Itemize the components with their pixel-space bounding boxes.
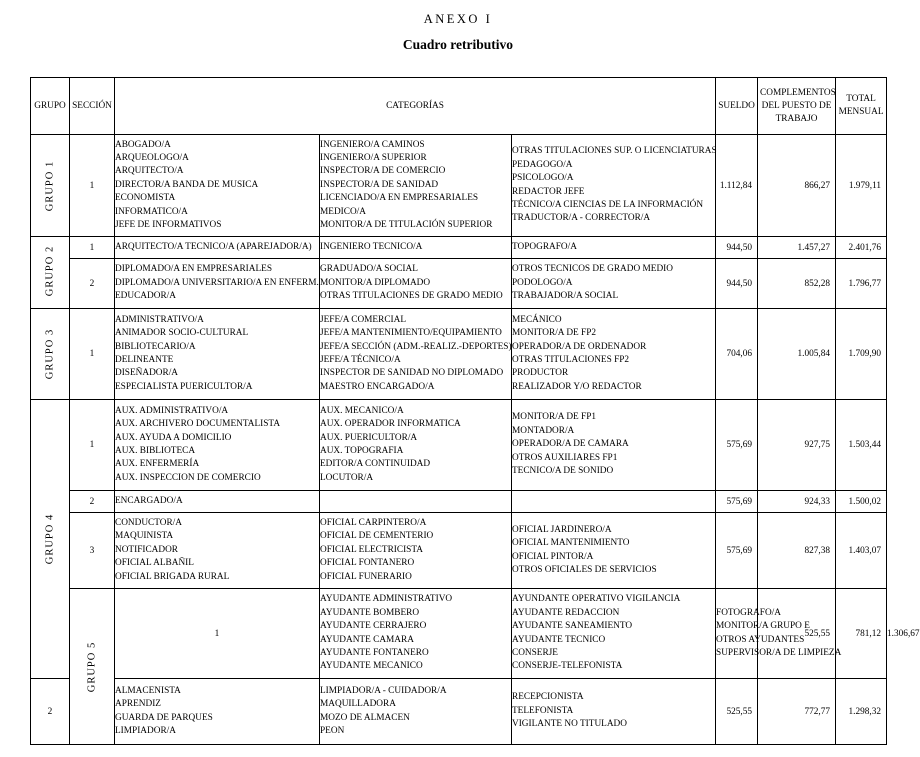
category-item: REDACTOR JEFE	[512, 186, 585, 197]
complementos-cell: 866,27	[758, 135, 836, 237]
group-cell	[70, 589, 115, 745]
category-item: OTRAS TITULACIONES DE GRADO MEDIO	[320, 291, 503, 302]
total-cell: 2.401,76	[836, 237, 887, 259]
category-item: ABOGADO/A	[115, 139, 171, 150]
category-item: GRADUADO/A SOCIAL	[320, 264, 418, 275]
category-item: AUX. OPERADOR INFORMATICA	[320, 419, 461, 430]
category-item: MONITOR/A DE FP2	[512, 328, 597, 339]
category-cell	[512, 589, 716, 679]
category-item: OFICIAL ALBAÑIL	[115, 558, 194, 569]
category-item: OFICIAL FUNERARIO	[320, 571, 412, 582]
table-row	[31, 259, 887, 309]
category-cell	[512, 237, 716, 259]
category-item: ANIMADOR SOCIO-CULTURAL	[115, 328, 249, 339]
complementos-cell: 781,12	[836, 589, 887, 679]
category-cell	[512, 513, 716, 589]
seccion-cell: 3	[70, 513, 115, 589]
category-item: DIPLOMADO/A EN EMPRESARIALES	[115, 264, 273, 275]
category-item: LICENCIADO/A EN EMPRESARIALES	[320, 193, 479, 204]
category-item: AUX. ENFERMERÍA	[115, 459, 200, 470]
category-cell	[512, 309, 716, 400]
category-item: PSICOLOGO/A	[512, 173, 574, 184]
category-item: AUX. TOPOGRAFIA	[320, 446, 404, 456]
category-item: OTRAS TITULACIONES SUP. O LICENCIATURAS	[512, 146, 717, 157]
category-item: ARQUITECTO/A TECNICO/A (APAREJADOR/A)	[115, 241, 312, 252]
category-cell	[512, 135, 716, 237]
table-row	[31, 309, 887, 400]
sueldo-cell: 575,69	[716, 491, 758, 513]
category-item: MONITOR/A GRUPO E	[716, 621, 810, 632]
group-label: GRUPO 1	[44, 160, 56, 211]
category-item: OFICIAL BRIGADA RURAL	[115, 571, 230, 582]
category-item: DELINEANTE	[115, 355, 174, 365]
table-row	[31, 237, 887, 259]
table-row	[31, 135, 887, 237]
category-item: AYUDANTE CAMARA	[320, 634, 414, 645]
category-item: TRABAJADOR/A SOCIAL	[512, 291, 619, 302]
category-item: OTRAS TITULACIONES FP2	[512, 355, 630, 365]
category-item: AUX. BIBLIOTECA	[115, 446, 196, 456]
category-item: AUX. MECANICO/A	[320, 405, 404, 416]
header-categorias: CATEGORÍAS	[115, 78, 716, 135]
category-item: PEDAGOGO/A	[512, 159, 573, 170]
group-cell	[31, 135, 70, 237]
sueldo-cell: 704,06	[716, 309, 758, 400]
group-cell	[31, 309, 70, 400]
category-item: RECEPCIONISTA	[512, 692, 584, 703]
total-cell: 1.979,11	[836, 135, 887, 237]
category-item: PEON	[320, 725, 345, 736]
category-item: AYUDANTE SANEAMIENTO	[512, 621, 633, 632]
category-item: MONITOR/A DE TITULACIÓN SUPERIOR	[320, 220, 493, 231]
table-row: GRUPO 5 1 AYUDANTE ADMINISTRATIVO AYUDANTE BOMBERO AYUDANTE CERRAJERO AYUDANTE CAMARA AYUDANTE FONTANERO AYUDANTE MECANICO AYUNDANTE OPERATIVO VIGILANCIA AYUDANTE REDACCION AYUDANTE SANEAMIENTO AYUDANTE TECNICO CONSERJE CONSERJE-TELEFONISTA FOTOGRAFO/A MONITOR/A GRUPO E OTROS AYUDANTES SUPERVISOR/A DE LIMPIEZA 525,55 781,12 1.306,67	[31, 589, 887, 679]
table-row	[31, 400, 887, 491]
category-cell	[512, 679, 716, 745]
category-cell	[320, 679, 512, 745]
category-item: INFORMATICO/A	[115, 206, 188, 217]
category-item: REALIZADOR Y/O REDACTOR	[512, 381, 642, 392]
category-item: TECNICO/A DE SONIDO	[512, 466, 614, 477]
category-item: AYUDANTE ADMINISTRATIVO	[320, 594, 453, 605]
category-cell	[320, 589, 512, 679]
table-row	[31, 679, 887, 745]
category-item: LIMPIADOR/A - CUIDADOR/A	[320, 685, 447, 696]
category-item: MAESTRO ENCARGADO/A	[320, 381, 435, 392]
category-item: OPERADOR/A DE CAMARA	[512, 439, 629, 450]
annex-title: ANEXO I	[423, 12, 493, 26]
category-item: SUPERVISOR/A DE LIMPIEZA	[716, 647, 842, 658]
category-item: TÉCNICO/A CIENCIAS DE LA INFORMACIÓN	[512, 199, 704, 210]
table-row	[31, 491, 887, 513]
seccion-cell: 1	[70, 400, 115, 491]
category-item: MONTADOR/A	[512, 425, 575, 436]
category-item: OTROS TECNICOS DE GRADO MEDIO	[512, 264, 673, 275]
category-item: AYUNDANTE OPERATIVO VIGILANCIA	[512, 594, 681, 605]
header-grupo: GRUPO	[31, 78, 70, 135]
category-item: DISEÑADOR/A	[115, 368, 179, 379]
seccion-cell: 1	[115, 589, 320, 679]
category-cell	[320, 309, 512, 400]
category-item: JEFE DE INFORMATIVOS	[115, 220, 222, 231]
category-item: MEDICO/A	[320, 206, 366, 217]
category-item: ESPECIALISTA PUERICULTOR/A	[115, 381, 253, 392]
category-item: AYUDANTE TECNICO	[512, 634, 606, 645]
group-label: GRUPO 4	[44, 513, 56, 565]
category-item: OFICIAL JARDINERO/A	[512, 524, 612, 535]
category-item: INSPECTOR/A DE SANIDAD	[320, 179, 439, 190]
category-item: OFICIAL ELECTRICISTA	[320, 544, 423, 555]
category-cell	[320, 400, 512, 491]
category-item: BIBLIOTECARIO/A	[115, 341, 196, 352]
category-cell	[115, 400, 320, 491]
complementos-cell: 852,28	[758, 259, 836, 309]
group-label: GRUPO 5	[86, 641, 98, 692]
category-item: APRENDIZ	[115, 699, 161, 710]
category-item: OFICIAL DE CEMENTERIO	[320, 531, 434, 542]
category-cell	[115, 237, 320, 259]
category-item: JEFE/A COMERCIAL	[320, 314, 407, 325]
seccion-cell: 1	[70, 237, 115, 259]
category-item: OTROS OFICIALES DE SERVICIOS	[512, 564, 657, 575]
seccion-cell: 1	[70, 309, 115, 400]
category-cell	[115, 135, 320, 237]
category-item: PODOLOGO/A	[512, 277, 573, 288]
category-item: AUX. AYUDA A DOMICILIO	[115, 432, 232, 443]
total-cell: 1.298,32	[836, 679, 887, 745]
header-total: TOTAL MENSUAL	[836, 78, 887, 135]
sueldo-cell: 944,50	[716, 237, 758, 259]
total-cell: 1.403,07	[836, 513, 887, 589]
sueldo-cell: 525,55	[758, 589, 836, 679]
category-item: LOCUTOR/A	[320, 472, 374, 483]
sueldo-cell: 944,50	[716, 259, 758, 309]
total-cell: 1.709,90	[836, 309, 887, 400]
category-item: TELEFONISTA	[512, 705, 574, 716]
category-item: ARQUITECTO/A	[115, 166, 184, 177]
complementos-cell: 1.457,27	[758, 237, 836, 259]
category-item: AYUDANTE FONTANERO	[320, 647, 429, 658]
category-item: DIRECTOR/A BANDA DE MUSICA	[115, 179, 259, 190]
category-cell	[115, 679, 320, 745]
category-item: VIGILANTE NO TITULADO	[512, 719, 627, 730]
category-item: INGENIERO/A SUPERIOR	[320, 152, 427, 163]
category-item: ENCARGADO/A	[115, 495, 183, 506]
total-cell: 1.503,44	[836, 400, 887, 491]
seccion-cell: 2	[31, 679, 70, 745]
complementos-cell: 927,75	[758, 400, 836, 491]
category-item: AUX. PUERICULTOR/A	[320, 432, 418, 443]
category-item: GUARDA DE PARQUES	[115, 712, 213, 723]
total-cell: 1.796,77	[836, 259, 887, 309]
category-item: MOZO DE ALMACEN	[320, 712, 410, 723]
header-sueldo: SUELDO	[716, 78, 758, 135]
category-item: ALMACENISTA	[115, 685, 181, 696]
category-item: INSPECTOR/A DE COMERCIO	[320, 166, 446, 177]
category-item: CONSERJE-TELEFONISTA	[512, 661, 623, 672]
category-cell	[512, 400, 716, 491]
category-item: INGENIERO/A CAMINOS	[320, 139, 425, 150]
category-item: AYUDANTE CERRAJERO	[320, 621, 427, 632]
category-item: CONSERJE	[512, 647, 558, 658]
category-cell	[320, 135, 512, 237]
complementos-cell: 772,77	[758, 679, 836, 745]
category-item: MONITOR/A DIPLOMADO	[320, 277, 431, 288]
category-item: JEFE/A SECCIÓN (ADM.-REALIZ.-DEPORTES)	[320, 341, 512, 352]
category-item: INGENIERO TECNICO/A	[320, 241, 423, 252]
category-item: LIMPIADOR/A	[115, 725, 176, 736]
category-item: MECÁNICO	[512, 314, 562, 325]
category-item: TRADUCTOR/A - CORRECTOR/A	[512, 213, 651, 224]
category-item: TOPOGRAFO/A	[512, 241, 577, 252]
salary-table	[30, 77, 920, 745]
category-item: OFICIAL PINTOR/A	[512, 551, 594, 562]
category-item: OFICIAL FONTANERO	[320, 558, 415, 569]
category-cell	[320, 491, 512, 513]
category-item: NOTIFICADOR	[115, 544, 179, 555]
total-cell: 1.500,02	[836, 491, 887, 513]
category-item: AYUDANTE BOMBERO	[320, 607, 420, 618]
category-item: JEFE/A TÉCNICO/A	[320, 355, 401, 365]
category-item: AUX. ADMINISTRATIVO/A	[115, 405, 229, 416]
category-item: AUX. ARCHIVERO DOCUMENTALISTA	[115, 419, 281, 430]
group-cell	[31, 400, 70, 679]
category-item: MAQUINISTA	[115, 531, 174, 542]
complementos-cell: 1.005,84	[758, 309, 836, 400]
category-item: OTROS AUXILIARES FP1	[512, 452, 618, 463]
table-row	[31, 513, 887, 589]
category-item: OTROS AYUDANTES	[716, 634, 805, 645]
header-row	[31, 78, 887, 135]
sueldo-cell: 575,69	[716, 513, 758, 589]
sueldo-cell: 525,55	[716, 679, 758, 745]
category-cell	[115, 309, 320, 400]
category-item: PRODUCTOR	[512, 368, 569, 379]
group-label: GRUPO 3	[44, 328, 56, 380]
category-cell	[320, 237, 512, 259]
category-item: CONDUCTOR/A	[115, 517, 182, 528]
category-item: MAQUILLADORA	[320, 699, 396, 710]
category-item: JEFE/A MANTENIMIENTO/EQUIPAMIENTO	[320, 328, 502, 339]
seccion-cell: 2	[70, 491, 115, 513]
category-item: MONITOR/A DE FP1	[512, 412, 597, 423]
category-item: EDUCADOR/A	[115, 291, 176, 302]
sueldo-cell: 575,69	[716, 400, 758, 491]
sueldo-cell: 1.112,84	[716, 135, 758, 237]
category-cell	[115, 259, 320, 309]
category-item: OPERADOR/A DE ORDENADOR	[512, 341, 647, 352]
category-cell	[512, 259, 716, 309]
category-item: ARQUEOLOGO/A	[115, 152, 189, 163]
category-item: OFICIAL MANTENIMIENTO	[512, 538, 630, 549]
seccion-cell: 1	[70, 135, 115, 237]
category-cell	[512, 491, 716, 513]
complementos-cell: 827,38	[758, 513, 836, 589]
category-item: ECONOMISTA	[115, 193, 176, 204]
category-item: AYUDANTE MECANICO	[320, 661, 423, 672]
category-item: INSPECTOR DE SANIDAD NO DIPLOMADO	[320, 368, 504, 379]
header-complementos: COMPLEMENTOS DEL PUESTO DE TRABAJO	[758, 78, 836, 135]
header-seccion: SECCIÓN	[70, 78, 115, 135]
category-cell	[115, 491, 320, 513]
category-item: FOTOGRAFO/A	[716, 607, 781, 618]
category-item: OFICIAL CARPINTERO/A	[320, 517, 427, 528]
category-item: ADMINISTRATIVO/A	[115, 314, 204, 325]
category-cell	[320, 513, 512, 589]
seccion-cell: 2	[70, 259, 115, 309]
category-item: EDITOR/A CONTINUIDAD	[320, 459, 431, 470]
category-cell	[115, 513, 320, 589]
group-label-2: GRUPO 2	[44, 245, 56, 297]
category-item: DIPLOMADO/A UNIVERSITARIO/A EN ENFERM.	[115, 277, 319, 288]
category-item: AYUDANTE REDACCION	[512, 607, 620, 618]
category-cell	[320, 259, 512, 309]
complementos-cell: 924,33	[758, 491, 836, 513]
document-title: Cuadro retributivo	[402, 37, 514, 52]
category-item: AUX. INSPECCION DE COMERCIO	[115, 472, 261, 483]
